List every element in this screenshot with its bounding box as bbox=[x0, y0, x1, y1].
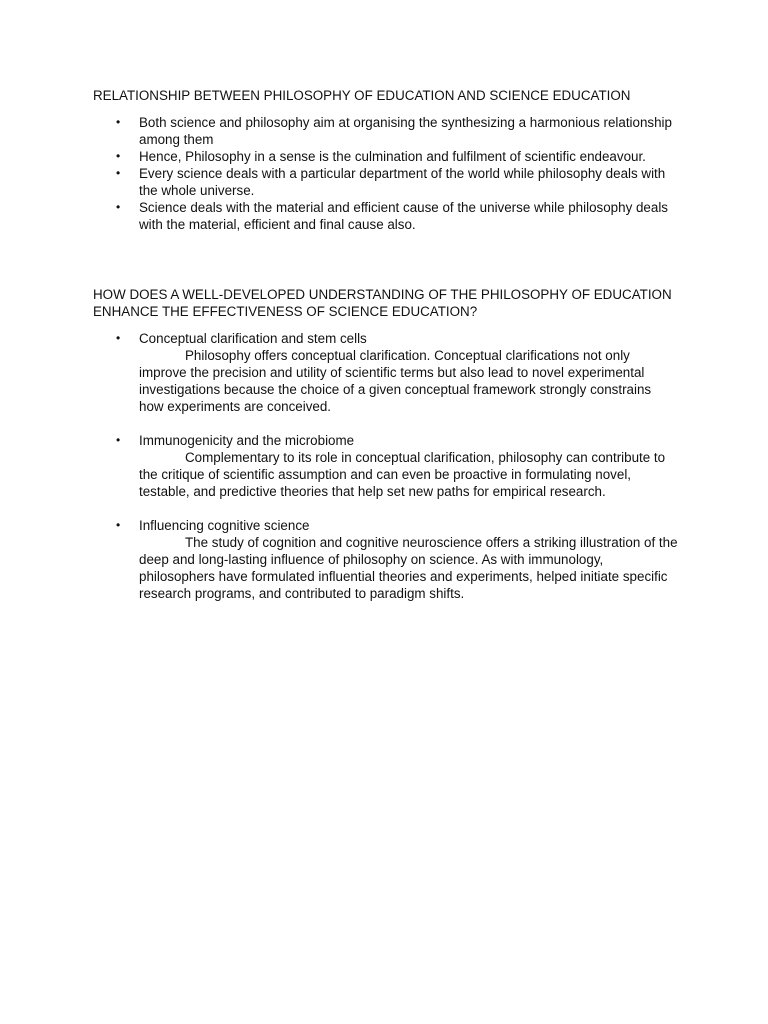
list-item bbox=[93, 432, 693, 500]
list-item-title: Conceptual clarification and stem cells bbox=[139, 331, 367, 346]
list-item-text: Both science and philosophy aim at organising the synthesizing a harmonious relationship among them bbox=[139, 115, 672, 147]
bullet-icon: • bbox=[116, 166, 121, 180]
list-item-paragraph: Complementary to its role in conceptual clarification, philosophy can contribute to the critique of scientific assumption and can even be proactive in formulating novel, testable, and predictive theories that help set new paths for empirical research. bbox=[139, 450, 666, 499]
list-item bbox=[93, 114, 693, 148]
list-item-text: Hence, Philosophy in a sense is the culmination and fulfilment of scientific endeavour. bbox=[139, 149, 646, 164]
bullet-icon: • bbox=[116, 331, 121, 345]
list-item-paragraph: The study of cognition and cognitive neuroscience offers a striking illustration of the deep and long-lasting influence of philosophy on science. As with immunology, philosophers have formulated influential theories and experiments, helped initiate specific research programs, and contributed to paradigm shifts. bbox=[139, 535, 678, 601]
bullet-icon: • bbox=[116, 149, 121, 163]
bullet-icon: • bbox=[116, 433, 121, 447]
list-item-title: Influencing cognitive science bbox=[139, 518, 310, 533]
section-heading-enhancement: HOW DOES A WELL-DEVELOPED UNDERSTANDING OF THE PHILOSOPHY OF EDUCATION ENHANCE THE EFFECTIVENESS OF SCIENCE EDUCATION? bbox=[93, 287, 672, 319]
list-item bbox=[93, 165, 693, 199]
list-item-title: Immunogenicity and the microbiome bbox=[139, 433, 355, 448]
section-heading-relationship: RELATIONSHIP BETWEEN PHILOSOPHY OF EDUCATION AND SCIENCE EDUCATION bbox=[93, 88, 631, 103]
list-item-paragraph: Philosophy offers conceptual clarification. Conceptual clarifications not only improve the precision and utility of scientific terms but also lead to novel experimental investigations because the choice of a given conceptual framework strongly constrains how experiments are conceived. bbox=[139, 348, 652, 414]
bullet-list-relationship bbox=[93, 114, 693, 233]
list-item bbox=[93, 517, 693, 602]
list-item bbox=[93, 199, 693, 233]
list-item-text: Every science deals with a particular department of the world while philosophy deals with the whole universe. bbox=[139, 166, 666, 198]
list-item bbox=[93, 330, 693, 415]
bullet-icon: • bbox=[116, 200, 121, 214]
list-item-text: Science deals with the material and efficient cause of the universe while philosophy deals with the material, efficient and final cause also. bbox=[139, 200, 668, 232]
bullet-icon: • bbox=[116, 518, 121, 532]
bullet-icon: • bbox=[116, 115, 121, 129]
bullet-list-enhancement bbox=[93, 330, 693, 619]
list-item bbox=[93, 148, 693, 165]
